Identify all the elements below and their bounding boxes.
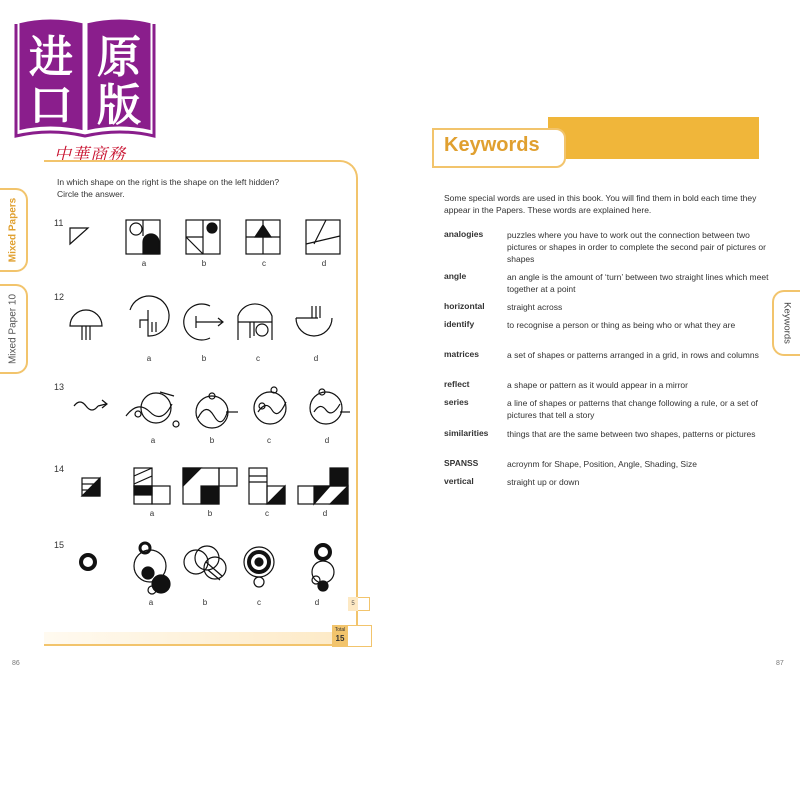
logo-char-2: 原	[97, 32, 141, 83]
option-label[interactable]: b	[201, 259, 207, 268]
total-value: 15	[335, 634, 345, 643]
keyword-term: horizontal	[444, 301, 485, 311]
q11-option-b	[186, 220, 220, 254]
keyword-definition: a shape or pattern as it would appear in a mirror	[507, 380, 688, 390]
page-number-right: 87	[776, 660, 784, 667]
option-label[interactable]: b	[207, 509, 213, 518]
q15-option-c	[244, 547, 274, 587]
option-label[interactable]: c	[256, 354, 260, 363]
option-label[interactable]: d	[321, 259, 327, 268]
instruction-line: Circle the answer.	[57, 189, 125, 199]
keyword-term: similarities	[444, 428, 489, 438]
keyword-term: analogies	[444, 229, 484, 239]
q14-option-c	[249, 468, 285, 504]
option-label[interactable]: c	[265, 509, 269, 518]
keywords-intro: Some special words are used in this book. You will find them in bold each time they appear in the Papers. These words are explained here.	[444, 193, 757, 215]
keyword-term: series	[444, 397, 469, 407]
q12-option-b	[184, 304, 223, 340]
option-label[interactable]: a	[150, 436, 156, 445]
keyword-term: SPANSS	[444, 458, 479, 468]
keyword-definition: to recognise a person or thing as being who or what they are	[507, 320, 736, 330]
option-label[interactable]: d	[313, 354, 319, 363]
keyword-definition: things that are the same between two shapes, patterns or pictures	[507, 429, 756, 439]
keyword-term: vertical	[444, 476, 474, 486]
option-label[interactable]: a	[148, 598, 154, 607]
q15-option-b	[184, 546, 226, 580]
keyword-term: identify	[444, 319, 475, 329]
q11-option-d	[306, 220, 340, 254]
question-number: 14	[54, 464, 65, 474]
side-tab-label: Mixed Papers	[7, 197, 19, 263]
q15-target-shape	[81, 555, 95, 569]
q12-option-d	[296, 306, 332, 336]
keyword-definition: straight across	[507, 302, 563, 312]
q14-target-shape	[82, 478, 100, 496]
q11-option-c	[246, 220, 280, 254]
q14-option-b	[183, 468, 237, 504]
q12-option-c	[238, 304, 272, 340]
page-title: Keywords	[444, 134, 540, 156]
logo-char-4: 版	[97, 80, 141, 131]
keyword-definition: a line of shapes or patterns that change following a rule, or a set of pictures that tell a story	[507, 398, 758, 420]
q13-option-b	[196, 393, 238, 428]
option-label[interactable]: c	[262, 259, 266, 268]
score-count: 5	[348, 597, 358, 611]
logo-char-1: 进	[29, 32, 73, 83]
option-label[interactable]: c	[267, 436, 271, 445]
option-label[interactable]: d	[324, 436, 330, 445]
q13-option-d	[310, 389, 350, 424]
keywords-header-bar	[548, 117, 759, 159]
option-label[interactable]: a	[141, 259, 147, 268]
option-label[interactable]: b	[209, 436, 215, 445]
q15-option-a	[134, 543, 170, 594]
q14-option-d	[298, 468, 348, 504]
q12-option-a	[130, 296, 169, 336]
q11-option-a	[126, 220, 160, 254]
option-label[interactable]: d	[314, 598, 320, 607]
q13-option-c	[254, 387, 286, 424]
q11-target-shape	[70, 228, 88, 244]
side-tab-label: Keywords	[781, 302, 793, 344]
logo-subtitle: 中華商務	[54, 145, 126, 165]
option-label[interactable]: a	[146, 354, 152, 363]
option-label[interactable]: b	[201, 354, 207, 363]
q14-option-a	[134, 468, 170, 504]
logo-char-3: 口	[29, 80, 73, 131]
instruction-line: In which shape on the right is the shape on the left hidden?	[57, 177, 280, 187]
keyword-term: angle	[444, 271, 467, 281]
keyword-definition: acroynm for Shape, Position, Angle, Shading, Size	[507, 459, 697, 469]
question-number: 11	[54, 218, 64, 228]
option-label[interactable]: d	[322, 509, 328, 518]
side-tab-label: Mixed Paper 10	[7, 293, 19, 365]
keyword-definition: straight up or down	[507, 477, 580, 487]
q15-option-d	[312, 545, 334, 591]
q13-target-shape	[74, 400, 107, 410]
keyword-definition: puzzles where you have to work out the connection between two pictures or shapes in order to complete the second pair of pictures or shapes	[507, 230, 766, 264]
page-number-left: 86	[12, 660, 20, 667]
total-label: Total	[334, 627, 346, 633]
question-number: 13	[54, 382, 65, 392]
keyword-term: matrices	[444, 349, 479, 359]
q13-option-a	[126, 392, 179, 427]
option-label[interactable]: b	[202, 598, 208, 607]
option-label[interactable]: a	[149, 509, 155, 518]
side-tab-keywords[interactable]	[772, 290, 800, 356]
keyword-definition: a set of shapes or patterns arranged in a grid, in rows and columns	[507, 350, 759, 360]
keyword-definition: an angle is the amount of ‘turn’ between two straight lines which meet together at a point	[507, 272, 769, 294]
question-number: 12	[54, 292, 65, 302]
q12-target-shape	[70, 310, 102, 340]
option-label[interactable]: c	[257, 598, 261, 607]
question-number: 15	[54, 540, 65, 550]
keyword-term: reflect	[444, 379, 470, 389]
